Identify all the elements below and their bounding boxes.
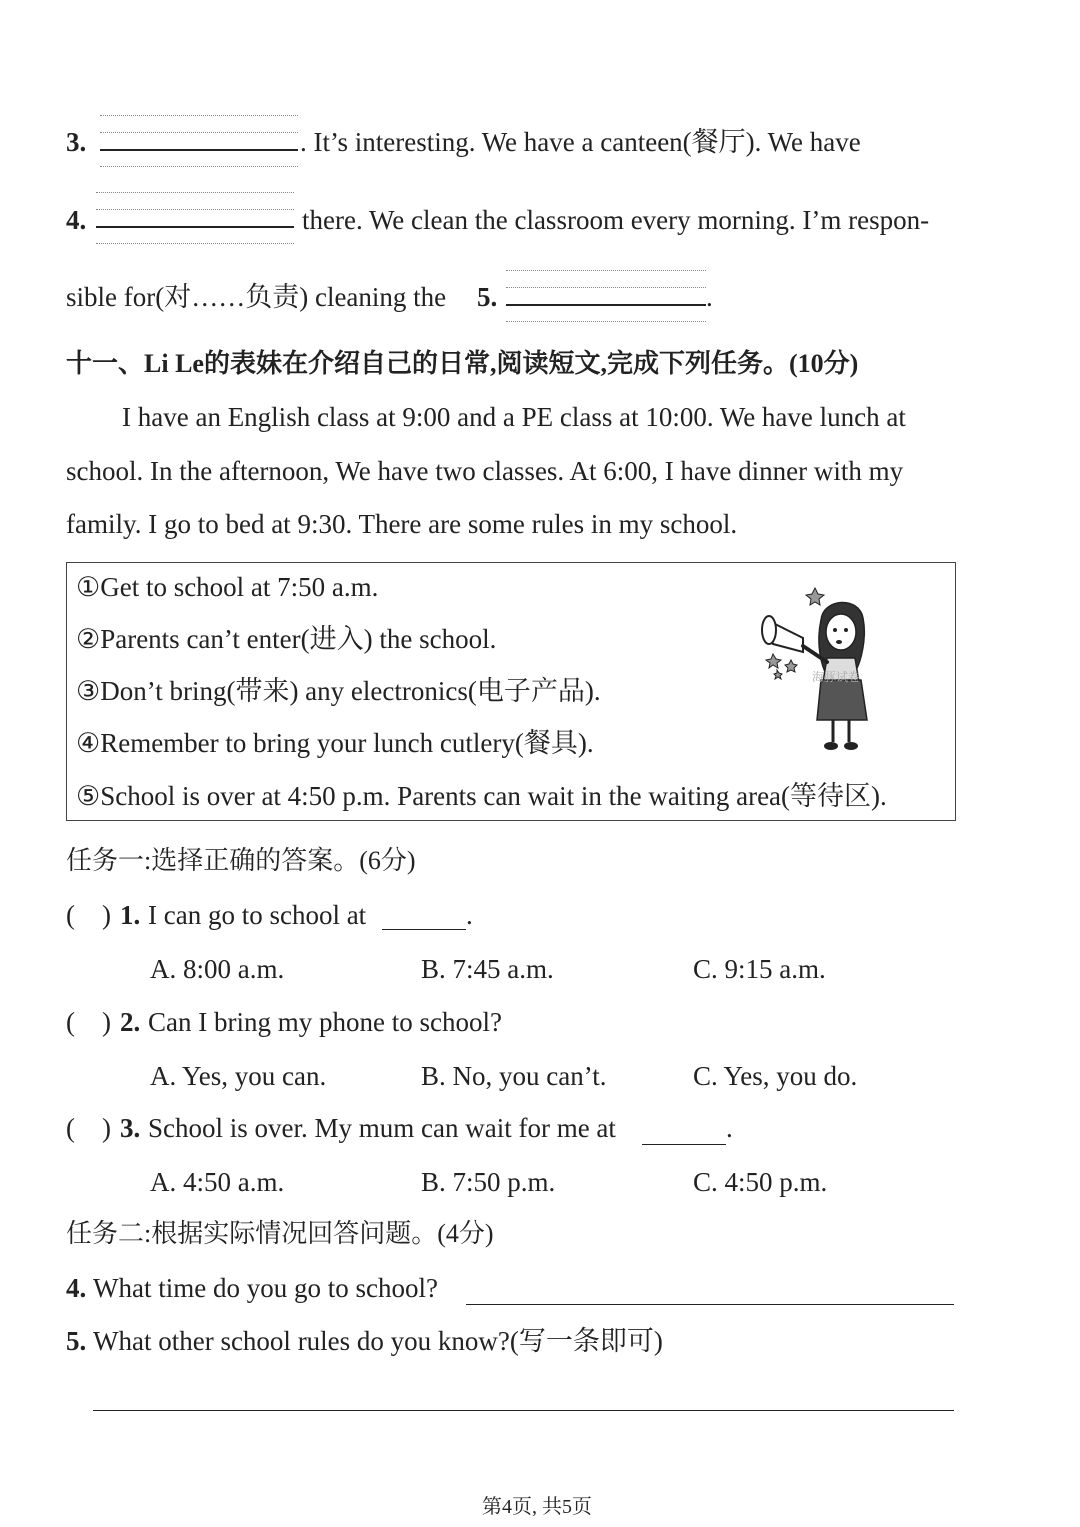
item-5-period: . (706, 282, 713, 312)
q3-option-c[interactable]: C. 4:50 p.m. (693, 1167, 828, 1197)
item-3-number: 3. (66, 127, 87, 157)
q1-text: I can go to school at (148, 900, 367, 930)
rule-5: ⑤School is over at 4:50 p.m. Parents can wait in the waiting area(等待区). (76, 781, 887, 811)
writing-grid-3[interactable] (100, 115, 298, 167)
q2-number: 2. (120, 1007, 141, 1037)
q3-number: 3. (120, 1113, 141, 1143)
q4-number: 4. (66, 1273, 87, 1303)
q3-period: . (726, 1113, 733, 1143)
task-1-heading: 任务一:选择正确的答案。(6分) (66, 846, 416, 875)
rule-1: ①Get to school at 7:50 a.m. (76, 572, 379, 602)
q5-text: What other school rules do you know?(写一条即可) (93, 1326, 663, 1356)
q5-number: 5. (66, 1326, 87, 1356)
rule-4: ④Remember to bring your lunch cutlery(餐具). (76, 728, 594, 758)
q5-answer-line[interactable] (93, 1410, 954, 1411)
item-4-number: 4. (66, 205, 87, 235)
page-number: 第4页, 共5页 (482, 1496, 592, 1518)
q2-option-a[interactable]: A. Yes, you can. (150, 1061, 327, 1091)
passage-line-3: family. I go to bed at 9:30. There are some rules in my school. (66, 509, 738, 539)
q3-option-a[interactable]: A. 4:50 a.m. (150, 1167, 285, 1197)
passage-line-1: I have an English class at 9:00 and a PE class at 10:00. We have lunch at (122, 402, 906, 432)
q3-text: School is over. My mum can wait for me at (148, 1113, 616, 1143)
passage-line-2: school. In the afternoon, We have two classes. At 6:00, I have dinner with my (66, 456, 904, 486)
q1-number: 1. (120, 900, 141, 930)
item-5-text: sible for(对……负责) cleaning the (66, 282, 447, 312)
q1-option-b[interactable]: B. 7:45 a.m. (421, 954, 554, 984)
item-5-number: 5. (477, 282, 498, 312)
rule-3: ③Don’t bring(带来) any electronics(电子产品). (76, 676, 601, 706)
q2-option-b[interactable]: B. No, you can’t. (421, 1061, 607, 1091)
q3-option-b[interactable]: B. 7:50 p.m. (421, 1167, 556, 1197)
q1-period: . (466, 900, 473, 930)
q4-answer-line[interactable] (466, 1304, 954, 1305)
item-3-text: . It’s interesting. We have a canteen(餐厅). We have (300, 127, 861, 157)
q4-text: What time do you go to school? (93, 1273, 438, 1303)
q2-answer-paren[interactable]: ( ) (66, 1007, 111, 1037)
q2-option-c[interactable]: C. Yes, you do. (693, 1061, 858, 1091)
section-11-heading: 十一、Li Le的表妹在介绍自己的日常,阅读短文,完成下列任务。(10分) (66, 349, 859, 378)
q3-blank (642, 1118, 726, 1145)
rule-2: ②Parents can’t enter(进入) the school. (76, 624, 497, 654)
item-4-text: there. We clean the classroom every morning. I’m respon- (302, 205, 930, 235)
q1-blank (382, 903, 466, 930)
q3-answer-paren[interactable]: ( ) (66, 1113, 111, 1143)
q1-answer-paren[interactable]: ( ) (66, 900, 111, 930)
writing-grid-4[interactable] (96, 192, 294, 244)
q2-text: Can I bring my phone to school? (148, 1007, 502, 1037)
watermark: 海豚试卷 (812, 670, 861, 684)
task-2-heading: 任务二:根据实际情况回答问题。(4分) (66, 1219, 494, 1248)
q1-option-c[interactable]: C. 9:15 a.m. (693, 954, 826, 984)
q1-option-a[interactable]: A. 8:00 a.m. (150, 954, 285, 984)
writing-grid-5[interactable] (506, 270, 706, 322)
